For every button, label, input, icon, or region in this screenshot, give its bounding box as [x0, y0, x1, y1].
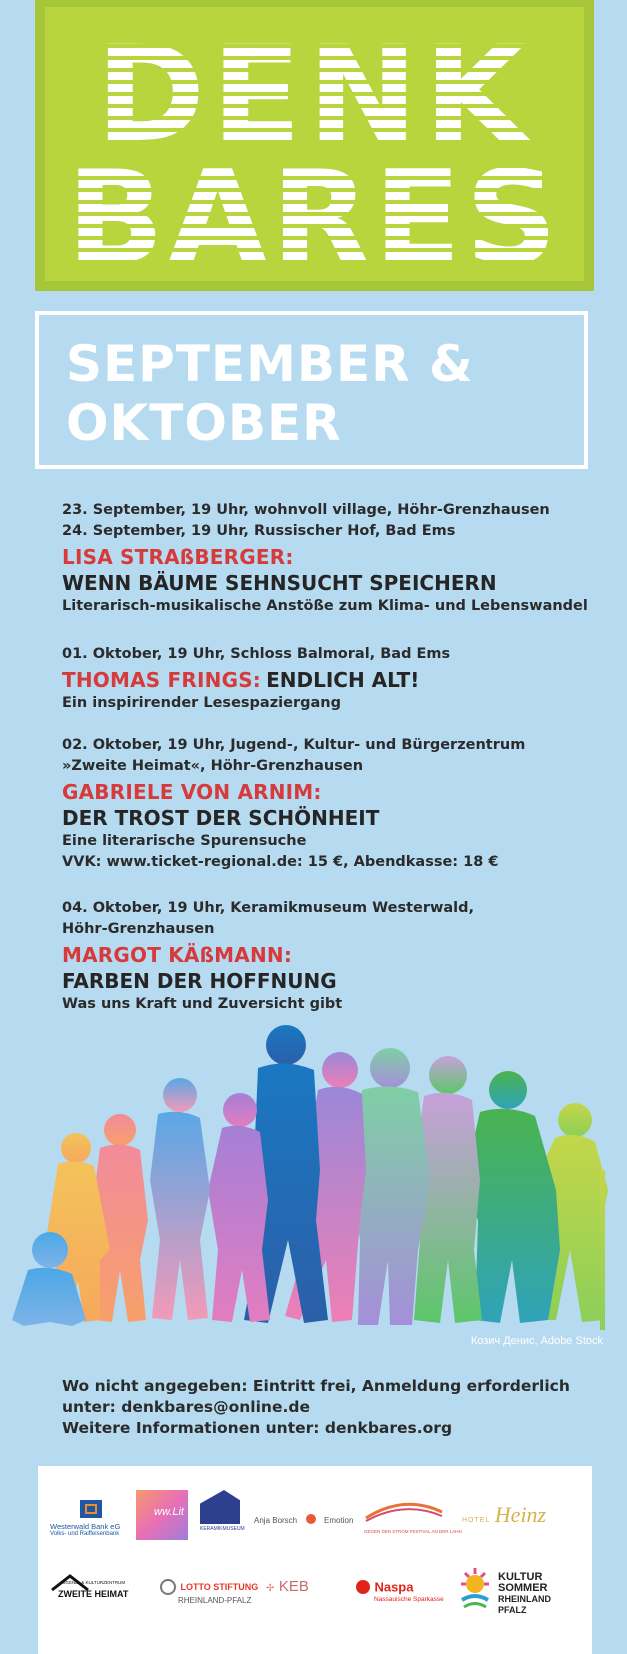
image-credit: Козич Денис, Adobe Stock — [470, 1335, 603, 1347]
event-date: 24. September, 19 Uhr, Russischer Hof, Bad Ems — [62, 523, 456, 539]
cross-icon: ✢ — [266, 1583, 275, 1594]
event-subtitle: Ein inspirirender Lesespaziergang — [62, 695, 341, 711]
bank-icon — [80, 1500, 102, 1518]
event-title: WENN BÄUME SEHNSUCHT SPEICHERN — [62, 571, 497, 595]
event-title: FARBEN DER HOFFNUNG — [62, 969, 337, 993]
title-graphic — [35, 0, 594, 291]
title-line-1: DENK — [95, 18, 533, 172]
people-silhouettes-image — [0, 1020, 627, 1350]
sparkasse-icon — [356, 1580, 370, 1594]
event-speaker: MARGOT KÄßMANN: — [62, 943, 293, 967]
month-box — [35, 311, 588, 469]
event-speaker: LISA STRAßBERGER: — [62, 545, 294, 569]
keramik-icon — [200, 1490, 240, 1524]
month-line-2: OKTOBER — [66, 394, 342, 452]
logo-keb: ✢ KEB — [266, 1578, 309, 1595]
event-date: 04. Oktober, 19 Uhr, Keramikmuseum Westerwald, — [62, 900, 475, 916]
event-ticket-info: VVK: www.ticket-regional.de: 15 €, Abendkasse: 18 € — [62, 854, 499, 870]
event-1 — [62, 500, 588, 617]
lotto-icon — [160, 1579, 176, 1595]
event-title: ENDLICH ALT! — [266, 668, 420, 692]
wave-icon — [364, 1498, 444, 1524]
event-4 — [62, 898, 474, 1015]
title-line-2: BARES — [66, 144, 562, 291]
logo-keramikmuseum: KERAMIKMUSEUM — [200, 1490, 244, 1540]
title-block — [35, 0, 594, 291]
logo-naspa: Naspa Nassauische Sparkasse — [356, 1578, 476, 1603]
event-speaker: GABRIELE VON ARNIM: — [62, 780, 322, 804]
footer-info — [62, 1376, 570, 1439]
event-subtitle: Was uns Kraft und Zuversicht gibt — [62, 996, 343, 1012]
logo-wwlit: ww.Lit — [136, 1490, 188, 1540]
sun-icon — [458, 1566, 492, 1612]
event-speaker: THOMAS FRINGS: — [62, 668, 261, 692]
logo-zweite-heimat: JUGEND- & KULTURZENTRUM ZWEITE HEIMAT — [46, 1574, 132, 1599]
event-title: DER TROST DER SCHÖNHEIT — [62, 806, 380, 830]
event-date: Höhr-Grenzhausen — [62, 921, 215, 937]
event-3 — [62, 735, 525, 873]
sponsor-logos — [38, 1466, 592, 1654]
event-date: 02. Oktober, 19 Uhr, Jugend-, Kultur- und Bürgerzentrum — [62, 737, 526, 753]
event-date: »Zweite Heimat«, Höhr-Grenzhausen — [62, 758, 364, 774]
event-subtitle: Literarisch-musikalische Anstöße zum Klima- und Lebenswandel — [62, 598, 588, 614]
silhouette-child-pink — [150, 1078, 210, 1320]
event-date: 01. Oktober, 19 Uhr, Schloss Balmoral, Bad Ems — [62, 646, 451, 662]
logo-westerwald-bank: Westerwald Bank eG Volks- und Raiffeisenbank — [50, 1500, 140, 1537]
logo-anja-borsch: Anja Borsch Emotion — [254, 1510, 374, 1528]
footer-line-3: Weitere Informationen unter: denkbares.org — [62, 1419, 453, 1437]
logo-lotto-stiftung: LOTTO STIFTUNG RHEINLAND-PFALZ — [160, 1578, 260, 1605]
logo-hotel-heinz: HOTEL Heinz — [462, 1502, 547, 1527]
logo-kultursommer-sun — [458, 1566, 492, 1612]
footer-line-2: unter: denkbares@online.de — [62, 1398, 310, 1416]
event-subtitle: Eine literarische Spurensuche — [62, 833, 307, 849]
footer-line-1: Wo nicht angegeben: Eintritt frei, Anmeldung erforderlich — [62, 1377, 570, 1395]
event-date: 23. September, 19 Uhr, wohnvoll village, Höhr-Grenzhausen — [62, 502, 550, 518]
month-line-1: SEPTEMBER & — [66, 335, 474, 393]
event-2 — [62, 644, 450, 714]
logo-kultursommer: KULTUR SOMMER RHEINLAND PFALZ — [498, 1571, 551, 1615]
anja-icon — [306, 1514, 316, 1524]
logo-festival: GEGEN DEN STROM FESTIVAL AN DER LAHN — [364, 1498, 446, 1534]
